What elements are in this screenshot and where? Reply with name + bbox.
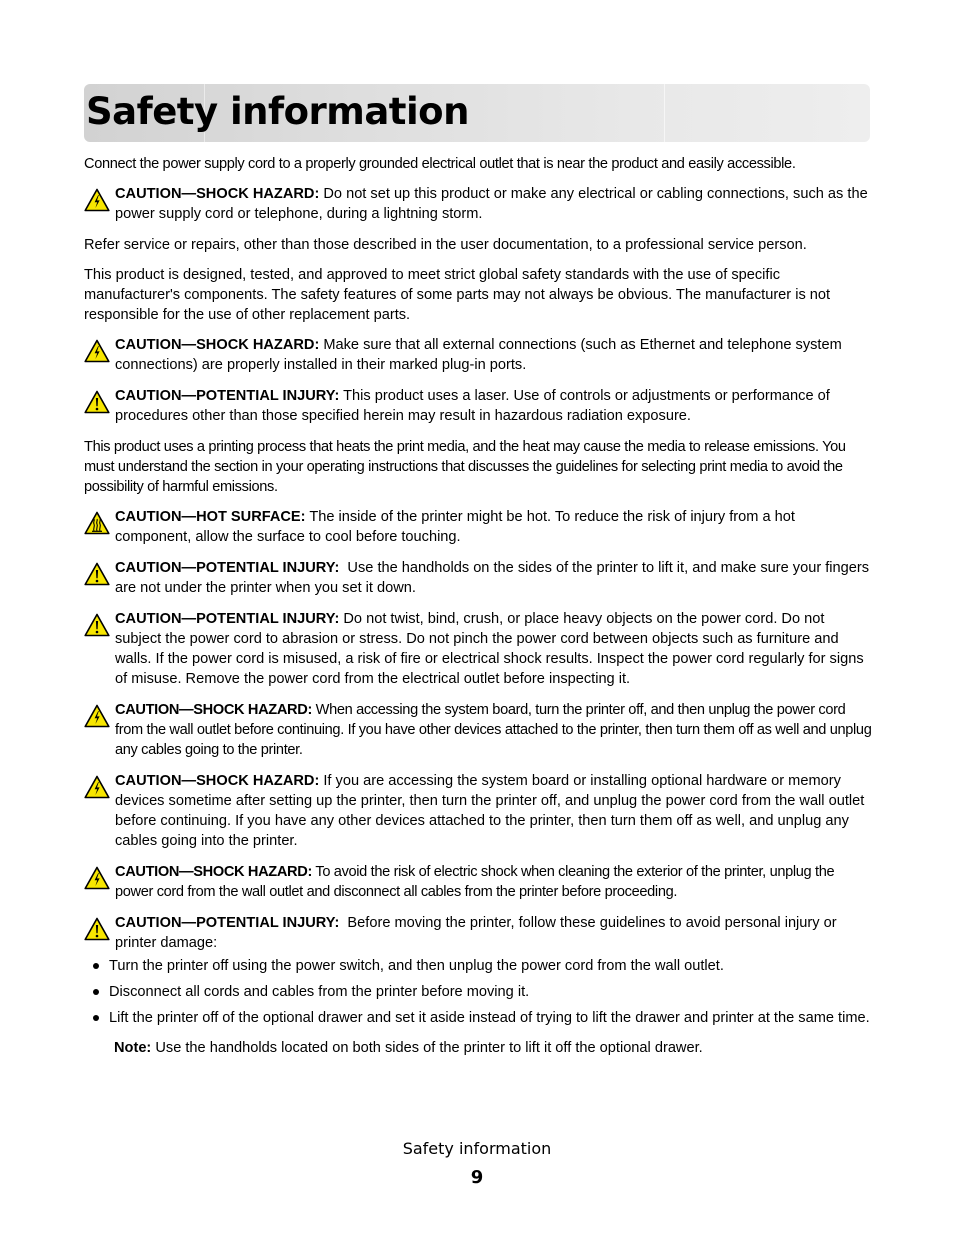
caution-body: Do not set up this product or make any electrical or cabling connections, such as the power supply cord or telephone, during a lightning storm. <box>115 186 872 222</box>
caution-label: CAUTION—POTENTIAL INJURY: <box>115 560 340 576</box>
potential-injury-icon <box>84 558 115 598</box>
caution-body: This product uses a laser. Use of controls or adjustments or performance of procedures other than those specified herein may result in hazardous radiation exposure. <box>115 388 834 424</box>
caution-block <box>84 184 872 224</box>
list-item <box>84 1008 872 1028</box>
caution-label: CAUTION—POTENTIAL INJURY: <box>115 915 340 931</box>
bullet-icon <box>93 1015 99 1021</box>
body-content <box>84 154 876 1058</box>
list-item <box>84 982 872 1002</box>
potential-injury-icon <box>84 386 115 426</box>
caution-block <box>84 862 872 902</box>
caution-block <box>84 386 872 426</box>
caution-text <box>115 862 872 902</box>
caution-text <box>115 184 872 224</box>
caution-block <box>84 507 872 547</box>
caution-label: CAUTION—SHOCK HAZARD: <box>115 864 312 880</box>
footer-page-number: 9 <box>470 1167 484 1188</box>
caution-text <box>115 507 872 547</box>
caution-text <box>115 609 872 689</box>
paragraph: This product is designed, tested, and approved to meet strict global safety standards with the use of specific manufacturer's components. The safety features of some parts may not always be obvious. The manufacturer is not responsible for the use of other replacement parts. <box>84 267 831 323</box>
shock-hazard-icon <box>84 335 115 375</box>
list-item-text: Disconnect all cords and cables from the printer before moving it. <box>109 984 530 1000</box>
caution-body: If you are accessing the system board or installing optional hardware or memory devices sometime after setting up the printer, then turn the printer off, and unplug the power cord from the wall outlet before continuing. If you have any other devices attached to the printer, then turn them off as well, and unplug any cables going into the printer. <box>115 773 869 849</box>
list-item-text: Turn the printer off using the power switch, and then unplug the power cord from the wall outlet. <box>109 958 724 974</box>
paragraph: This product uses a printing process that heats the print media, and the heat may cause the media to release emissions. You must understand the section in your operating instructions that discusses the guidelines for selecting print media to avoid the possibility of harmful emissions. <box>84 439 846 495</box>
caution-block <box>84 609 872 689</box>
note-text: Use the handholds located on both sides of the printer to lift it off the optional drawer. <box>151 1040 703 1056</box>
caution-text <box>115 558 872 598</box>
caution-body: To avoid the risk of electric shock when cleaning the exterior of the printer, unplug the power cord from the wall outlet and disconnect all cables from the printer before proceeding. <box>115 864 838 900</box>
caution-label: CAUTION—SHOCK HAZARD: <box>115 186 320 202</box>
caution-block <box>84 771 872 851</box>
note <box>114 1038 872 1058</box>
hot-surface-icon <box>84 507 115 547</box>
caution-block <box>84 335 872 375</box>
page-title: Safety information <box>86 90 469 133</box>
bullet-icon <box>93 989 99 995</box>
list-item-text: Lift the printer off of the optional drawer and set it aside instead of trying to lift the drawer and printer at the same time. <box>109 1010 870 1026</box>
caution-text <box>115 913 872 953</box>
caution-block <box>84 913 872 953</box>
caution-label: CAUTION—SHOCK HAZARD: <box>115 702 312 718</box>
paragraph: Connect the power supply cord to a properly grounded electrical outlet that is near the product and easily accessible. <box>84 156 796 172</box>
caution-label: CAUTION—POTENTIAL INJURY: <box>115 388 340 404</box>
caution-text <box>115 700 876 760</box>
list-item <box>84 956 872 976</box>
caution-label: CAUTION—SHOCK HAZARD: <box>115 337 320 353</box>
shock-hazard-icon <box>84 771 115 851</box>
shock-hazard-icon <box>84 700 115 760</box>
caution-body: Make sure that all external connections (such as Ethernet and telephone system connections) are properly installed in their marked plug-in ports. <box>115 337 846 373</box>
potential-injury-icon <box>84 609 115 689</box>
caution-label: CAUTION—HOT SURFACE: <box>115 509 306 525</box>
bullet-icon <box>93 963 99 969</box>
guideline-list <box>84 956 872 1028</box>
potential-injury-icon <box>84 913 115 953</box>
caution-block <box>84 700 876 760</box>
caution-text <box>115 771 872 851</box>
caution-text <box>115 335 872 375</box>
caution-body: The inside of the printer might be hot. To reduce the risk of injury from a hot component, allow the surface to cool before touching. <box>115 509 800 545</box>
shock-hazard-icon <box>84 184 115 224</box>
footer-section-label: Safety information <box>402 1139 552 1158</box>
caution-label: CAUTION—POTENTIAL INJURY: <box>115 611 340 627</box>
paragraph: Refer service or repairs, other than those described in the user documentation, to a professional service person. <box>84 237 807 253</box>
caution-body: Use the handholds on the sides of the printer to lift it, and make sure your fingers are not under the printer when you set it down. <box>115 560 874 596</box>
caution-text <box>115 386 872 426</box>
caution-body: Before moving the printer, follow these guidelines to avoid personal injury or printer damage: <box>115 915 841 951</box>
caution-block <box>84 558 872 598</box>
caution-body: Do not twist, bind, crush, or place heavy objects on the power cord. Do not subject the power cord to abrasion or stress. Do not pinch the power cord between objects such as furniture and walls. If the power cord is misused, a risk of fire or electrical shock results. Inspect the power cord regularly for signs of misuse. Remove the power cord from the electrical outlet before inspecting it. <box>115 611 868 687</box>
note-label: Note: <box>114 1040 152 1056</box>
caution-label: CAUTION—SHOCK HAZARD: <box>115 773 320 789</box>
caution-body: When accessing the system board, turn the printer off, and then unplug the power cord from the wall outlet before continuing. If you have other devices attached to the printer, then turn them off as well and unplug any cables going to the printer. <box>115 702 876 758</box>
shock-hazard-icon <box>84 862 115 902</box>
